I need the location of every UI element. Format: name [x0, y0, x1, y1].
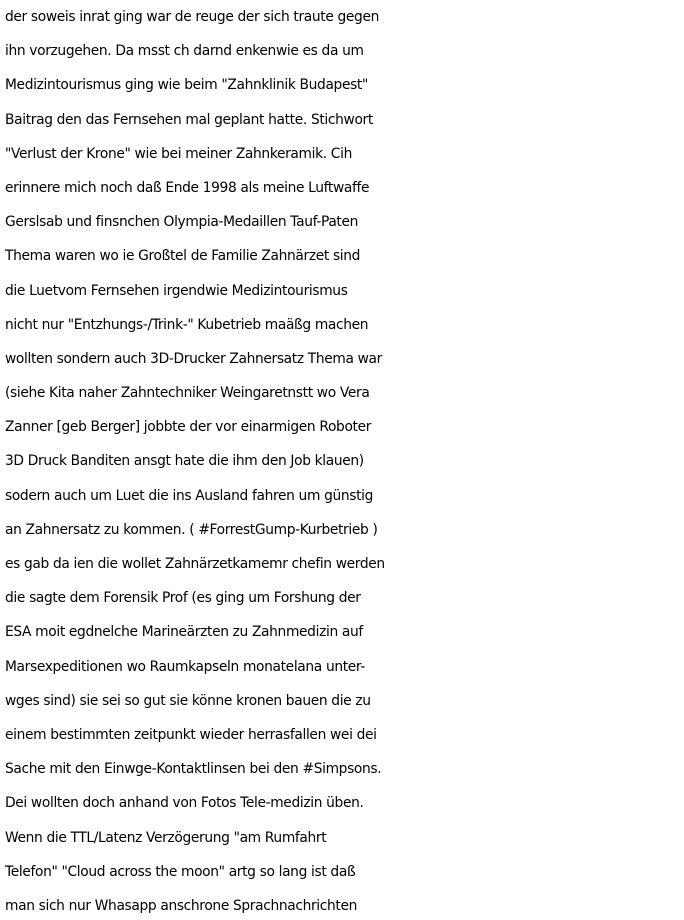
text-line: Dei wollten doch anhand von Fotos Tele-medizin üben.	[5, 795, 364, 812]
text-line: einem bestimmten zeitpunkt wieder herrasfallen wei dei	[5, 726, 377, 743]
text-line: Wenn die TTL/Latenz Verzögerung "am Rumfahrt	[5, 829, 327, 846]
text-line: der soweis inrat ging war de reuge der sich traute gegen	[5, 9, 379, 25]
text-line: ihn vorzugehen. Da msst ch darnd enkenwie es da um	[5, 43, 364, 60]
text-line: an Zahnersatz zu kommen. ( #ForrestGump-Kurbetrieb )	[5, 521, 378, 538]
text-line: die sagte dem Forensik Prof (es ging um Forshung der	[5, 590, 361, 607]
text-line: Gerslsab und finsnchen Olympia-Medaillen Tauf-Paten	[5, 214, 359, 231]
text-line: nicht nur "Entzhungs-/Trink-" Kubetrieb maäßg machen	[5, 316, 369, 333]
text-line: Sache mit den Einwge-Kontaktlinsen bei den #Simpsons.	[5, 761, 382, 778]
text-line: "Verlust der Krone" wie bei meiner Zahnkeramik. Cih	[5, 145, 352, 162]
body-text	[5, 0, 684, 920]
text-line: es gab da ien die wollet Zahnärzetkamemr chefin werden	[5, 556, 385, 572]
text-line: Medizintourismus ging wie beim "Zahnklinik Budapest"	[5, 77, 368, 94]
text-line: wollten sondern auch 3D-Drucker Zahnersatz Thema war	[5, 350, 382, 367]
text-line: Telefon" "Cloud across the moon" artg so lang ist daß	[5, 863, 356, 880]
text-line: ESA moit egdnelche Marineärzten zu Zahnmedizin auf	[5, 624, 363, 641]
text-line: 3D Druck Banditen ansgt hate die ihm den Job klauen)	[5, 453, 364, 470]
text-line: Thema waren wo ie Großtel de Familie Zahnärzet sind	[5, 248, 361, 265]
text-line: sodern auch um Luet die ins Ausland fahren um günstig	[5, 487, 374, 504]
text-line: Zanner [geb Berger] jobbte der vor einarmigen Roboter	[5, 419, 372, 436]
text-line: man sich nur Whasapp anschrone Sprachnachrichten	[5, 897, 358, 914]
text-line: die Luetvom Fernsehen irgendwie Medizintourismus	[5, 282, 348, 299]
text-line: (siehe Kita naher Zahntechniker Weingaretnstt wo Vera	[5, 385, 370, 402]
text-line: Marsexpeditionen wo Raumkapseln monatelana unter-	[5, 658, 366, 675]
text-line: wges sind) sie sei so gut sie könne kronen bauen die zu	[5, 692, 371, 709]
text-line: Baitrag den das Fernsehen mal geplant hatte. Stichwort	[5, 111, 373, 128]
text-line: erinnere mich noch daß Ende 1998 als meine Luftwaffe	[5, 179, 370, 196]
